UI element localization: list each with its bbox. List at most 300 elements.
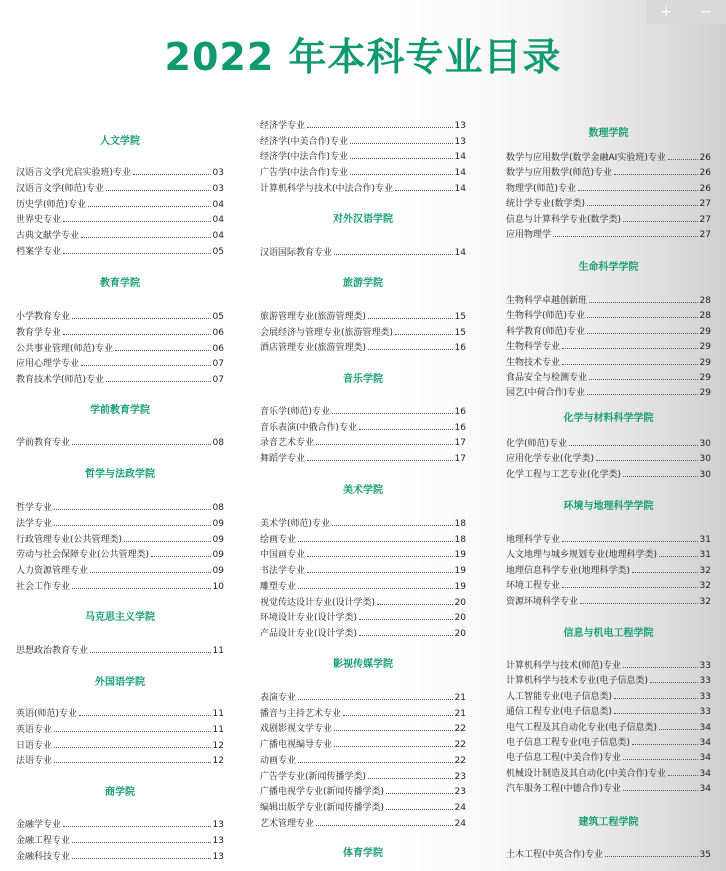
toc-entry[interactable] [506, 386, 711, 399]
toc-entry[interactable] [260, 691, 466, 704]
leader-dots [334, 722, 453, 731]
major-name: 计算机科学与技术专业(电子信息类) [506, 676, 649, 687]
zoom-out-icon[interactable]: − [700, 4, 712, 20]
leader-dots [63, 245, 211, 254]
leader-dots [623, 751, 698, 760]
major-name: 广告学(中法合作)专业 [260, 168, 349, 179]
leader-dots [368, 310, 453, 319]
toc-entry[interactable] [260, 326, 466, 339]
major-name: 哲学专业 [16, 503, 53, 513]
major-name: 美术学(师范)专业 [260, 519, 331, 529]
page-number: 34 [699, 722, 711, 733]
leader-dots [350, 166, 453, 175]
leader-dots [63, 213, 211, 222]
major-name: 经济学(中美合作)专业 [260, 136, 349, 147]
leader-dots [569, 437, 698, 446]
section-heading: 影视传媒学院 [333, 659, 393, 670]
toc-entry[interactable] [260, 341, 466, 354]
section-heading: 教育学院 [100, 278, 140, 289]
leader-dots [668, 767, 698, 776]
leader-dots [316, 817, 453, 826]
zoom-in-icon[interactable]: + [660, 4, 672, 20]
leader-dots [587, 386, 698, 395]
toc-entry[interactable] [506, 166, 711, 179]
page-number: 11 [212, 724, 224, 735]
leader-dots [106, 182, 211, 191]
page-number: 34 [699, 753, 711, 764]
major-name: 环境设计专业(设计学类) [260, 613, 358, 624]
page-number: 09 [212, 550, 224, 561]
leader-dots [562, 356, 698, 365]
toc-entry[interactable] [506, 548, 711, 561]
major-name: 物理学(师范)专业 [506, 183, 577, 194]
section-heading: 旅游学院 [343, 278, 383, 289]
toc-entry[interactable] [16, 166, 224, 179]
toc-entry[interactable] [506, 533, 711, 546]
toc-entry[interactable] [16, 182, 224, 195]
page-number: 30 [699, 469, 711, 480]
section-heading: 音乐学院 [343, 374, 383, 385]
toc-entry[interactable] [260, 119, 466, 132]
toc-entry[interactable] [260, 596, 466, 609]
page-number: 23 [454, 771, 466, 782]
toc-entry[interactable] [16, 229, 224, 242]
toc-entry[interactable] [506, 356, 711, 369]
section-heading: 环境与地理科学学院 [563, 501, 654, 512]
major-name: 资源环境科学专业 [506, 596, 579, 607]
page-number: 05 [212, 312, 224, 322]
leader-dots [298, 691, 453, 700]
major-name: 统计学专业(数学类) [506, 199, 586, 210]
major-name: 人力资源管理专业 [16, 566, 89, 577]
toc-entry[interactable] [16, 548, 224, 561]
section-heading: 外国语学院 [95, 677, 145, 688]
leader-dots [587, 309, 698, 318]
leader-dots [578, 182, 698, 191]
major-name: 应用心理学专业 [16, 359, 80, 370]
page-number: 24 [454, 802, 466, 813]
window-controls [646, 0, 726, 24]
toc-entry[interactable] [16, 357, 224, 370]
leader-dots [562, 579, 698, 588]
major-name: 音乐学(师范)专业 [260, 407, 331, 417]
page-number: 18 [454, 534, 466, 545]
major-name: 历史学(师范)专业 [16, 199, 87, 210]
page-number: 29 [699, 326, 711, 337]
leader-dots [307, 564, 453, 573]
page-number: 27 [699, 214, 711, 225]
section-heading: 数理学院 [588, 128, 629, 139]
toc-entry[interactable] [16, 564, 224, 577]
major-name: 世界史专业 [16, 215, 62, 226]
toc-entry[interactable] [506, 848, 711, 861]
toc-entry[interactable] [260, 310, 466, 323]
major-name: 视觉传达设计专业(设计学类) [260, 597, 376, 608]
leader-dots [395, 182, 453, 191]
major-name: 电子信息工程专业(电子信息类) [506, 738, 631, 748]
leader-dots [334, 738, 453, 747]
page-number: 05 [212, 247, 224, 257]
page-number: 26 [699, 168, 711, 179]
toc-entry[interactable] [506, 782, 711, 795]
section-heading: 人文学院 [100, 136, 140, 147]
major-name: 计算机科学与技术(师范)专业 [506, 661, 622, 671]
major-name: 法语专业 [16, 756, 53, 767]
page-number: 29 [699, 388, 711, 399]
leader-dots [623, 782, 698, 791]
toc-entry[interactable] [506, 371, 711, 384]
leader-dots [332, 405, 453, 414]
leader-dots [605, 848, 698, 857]
toc-entry[interactable] [260, 135, 466, 148]
major-name: 雕塑专业 [260, 581, 297, 592]
leader-dots [377, 596, 453, 605]
major-name: 地理科学专业 [506, 535, 561, 545]
leader-dots [668, 151, 698, 160]
major-name: 广播电视学专业(新闻传播学类) [260, 787, 385, 798]
major-name: 思想政治教育专业 [16, 646, 89, 656]
toc-entry[interactable] [260, 611, 466, 624]
toc-entry[interactable] [506, 767, 711, 780]
leader-dots [54, 754, 211, 763]
section-heading: 建筑工程学院 [578, 817, 639, 828]
toc-entry[interactable] [506, 294, 711, 307]
page-number: 27 [699, 199, 711, 210]
toc-entry[interactable] [16, 373, 224, 386]
leader-dots [81, 229, 211, 238]
page-number: 19 [454, 566, 466, 577]
toc-entry[interactable] [506, 751, 711, 764]
page-number: 13 [212, 851, 224, 862]
toc-entry[interactable] [16, 245, 224, 258]
leader-dots [151, 548, 211, 557]
leader-dots [368, 341, 453, 350]
leader-dots [54, 501, 211, 510]
page-number: 34 [699, 784, 711, 795]
major-name: 金融科技专业 [16, 851, 71, 862]
page-number: 09 [212, 534, 224, 545]
page-number: 30 [699, 439, 711, 449]
section-heading: 马克思主义学院 [85, 612, 155, 623]
leader-dots [614, 166, 698, 175]
leader-dots [359, 627, 453, 636]
page-number: 34 [699, 768, 711, 779]
toc-entry[interactable] [506, 659, 711, 672]
toc-entry[interactable] [260, 738, 466, 751]
leader-dots [395, 326, 453, 335]
page-number: 34 [699, 738, 711, 748]
major-name: 档案学专业 [16, 247, 62, 257]
major-name: 汽车服务工程(中德合作)专业 [506, 784, 622, 795]
toc-entry[interactable] [506, 705, 711, 718]
page-number: 15 [454, 312, 466, 322]
page-number: 07 [212, 375, 224, 386]
major-name: 机械设计制造及其自动化(中美合作)专业 [506, 768, 667, 779]
major-name: 酒店管理专业(旅游管理类) [260, 343, 367, 354]
toc-entry[interactable] [260, 517, 466, 530]
toc-entry[interactable] [260, 564, 466, 577]
toc-entry[interactable] [506, 579, 711, 592]
leader-dots [334, 246, 453, 255]
major-name: 汉语言文学(师范)专业 [16, 183, 105, 194]
page-number: 21 [454, 708, 466, 719]
leader-dots [298, 580, 453, 589]
page-number: 04 [212, 215, 224, 226]
page-number: 10 [212, 582, 224, 592]
page-number: 11 [212, 646, 224, 656]
toc-entry[interactable] [16, 198, 224, 211]
leader-dots [562, 533, 698, 542]
leader-dots [54, 739, 211, 748]
toc-entry[interactable] [16, 754, 224, 767]
leader-dots [623, 659, 698, 668]
page-number: 12 [212, 756, 224, 767]
toc-entry[interactable] [260, 785, 466, 798]
toc-entry[interactable] [260, 627, 466, 640]
page-number: 06 [212, 343, 224, 354]
toc-entry[interactable] [16, 517, 224, 530]
page-number: 15 [454, 327, 466, 338]
toc-entry[interactable] [506, 340, 711, 353]
leader-dots [368, 770, 453, 779]
major-name: 表演专业 [260, 693, 297, 703]
toc-entry[interactable] [260, 405, 466, 418]
major-name: 汉语国际教育专业 [260, 248, 333, 258]
leader-dots [81, 357, 211, 366]
major-name: 社会工作专业 [16, 582, 71, 592]
major-name: 计算机科学与技术(中法合作)专业 [260, 183, 394, 194]
page-number: 29 [699, 357, 711, 368]
toc-entry[interactable] [260, 246, 466, 259]
toc-entry[interactable] [506, 213, 711, 226]
major-name: 教育学专业 [16, 327, 62, 338]
leader-dots [90, 644, 211, 653]
major-name: 通信工程专业(电子信息类) [506, 707, 613, 718]
major-name: 英语专业 [16, 724, 53, 735]
toc-entry[interactable] [260, 548, 466, 561]
major-name: 广告学专业(新闻传播学类) [260, 771, 367, 782]
page-number: 16 [454, 343, 466, 354]
section-heading: 对外汉语学院 [333, 214, 393, 225]
leader-dots [332, 517, 453, 526]
toc-entry[interactable] [506, 564, 711, 577]
leader-dots [632, 564, 698, 573]
leader-dots [623, 213, 698, 222]
toc-entry[interactable] [260, 754, 466, 767]
major-name: 金融学专业 [16, 820, 62, 830]
page-number: 13 [454, 136, 466, 147]
major-name: 数学与应用数学(师范)专业 [506, 168, 613, 179]
page-number: 32 [699, 581, 711, 592]
major-name: 书法学专业 [260, 566, 306, 577]
toc-entry[interactable] [506, 151, 711, 164]
major-name: 生物科学专业 [506, 342, 561, 353]
major-name: 化学工程与工艺专业(化学类) [506, 469, 622, 480]
page-number: 17 [454, 454, 466, 465]
page-number: 08 [212, 438, 224, 448]
page-number: 20 [454, 613, 466, 624]
toc-entry[interactable] [260, 421, 466, 434]
leader-dots [659, 721, 698, 730]
toc-entry[interactable] [506, 674, 711, 687]
leader-dots [72, 310, 211, 319]
leader-dots [632, 736, 698, 745]
leader-dots [553, 228, 698, 237]
page-number: 03 [212, 183, 224, 194]
major-name: 产品设计专业(设计学类) [260, 628, 358, 639]
major-name: 法学专业 [16, 518, 53, 529]
leader-dots [350, 135, 453, 144]
major-name: 化学(师范)专业 [506, 439, 568, 449]
toc-entry[interactable] [506, 309, 711, 322]
leader-dots [614, 690, 698, 699]
toc-entry[interactable] [506, 452, 711, 465]
toc-entry[interactable] [260, 801, 466, 814]
toc-entry[interactable] [16, 310, 224, 323]
page-number: 29 [699, 373, 711, 383]
toc-entry[interactable] [16, 850, 224, 863]
major-name: 环境工程专业 [506, 581, 561, 592]
toc-entry[interactable] [506, 197, 711, 210]
leader-dots [133, 166, 211, 175]
toc-entry[interactable] [506, 690, 711, 703]
page-number: 07 [212, 359, 224, 370]
major-name: 艺术管理专业 [260, 818, 315, 829]
page-number: 04 [212, 231, 224, 242]
toc-entry[interactable] [16, 213, 224, 226]
major-name: 会展经济与管理专业(旅游管理类) [260, 327, 394, 338]
page-number: 16 [454, 422, 466, 433]
leader-dots [562, 340, 698, 349]
toc-entry[interactable] [16, 533, 224, 546]
page-number: 30 [699, 454, 711, 465]
page-number: 14 [454, 248, 466, 258]
leader-dots [307, 119, 453, 128]
major-name: 教育技术学(师范)专业 [16, 375, 105, 386]
leader-dots [343, 707, 453, 716]
toc-entry[interactable] [260, 166, 466, 179]
major-name: 电子信息工程(中美合作)专业 [506, 753, 622, 764]
section-heading: 生命科学学院 [578, 262, 639, 273]
toc-entry[interactable] [506, 182, 711, 195]
toc-entry[interactable] [260, 452, 466, 465]
leader-dots [63, 326, 211, 335]
major-name: 小学教育专业 [16, 312, 71, 322]
toc-entry[interactable] [16, 436, 224, 449]
leader-dots [88, 198, 211, 207]
major-name: 应用物理学 [506, 230, 552, 240]
leader-dots [316, 436, 453, 445]
toc-entry[interactable] [506, 721, 711, 734]
toc-entry[interactable] [506, 468, 711, 481]
toc-entry[interactable] [260, 707, 466, 720]
page-number: 17 [454, 438, 466, 449]
major-name: 电气工程及其自动化专业(电子信息类) [506, 722, 658, 733]
major-name: 汉语言文学(光启实验班)专业 [16, 168, 132, 178]
toc-entry[interactable] [260, 533, 466, 546]
major-name: 数学与应用数学(数学金融AI实验班)专业 [506, 153, 666, 163]
leader-dots [298, 533, 453, 542]
page-number: 31 [699, 550, 711, 561]
section-heading: 美术学院 [343, 485, 383, 496]
toc-entry[interactable] [506, 228, 711, 241]
section-heading: 信息与机电工程学院 [563, 628, 654, 639]
page-number: 31 [699, 535, 711, 545]
page-number: 33 [699, 676, 711, 687]
section-heading: 哲学与法政学院 [85, 469, 155, 480]
toc-entry[interactable] [16, 818, 224, 831]
toc-entry[interactable] [16, 501, 224, 514]
page-number: 28 [699, 296, 711, 306]
leader-dots [63, 818, 211, 827]
leader-dots [614, 705, 698, 714]
toc-entry[interactable] [16, 723, 224, 736]
page-number: 19 [454, 550, 466, 561]
toc-entry[interactable] [16, 834, 224, 847]
page-number: 19 [454, 581, 466, 592]
toc-entry[interactable] [260, 436, 466, 449]
toc-entry[interactable] [506, 595, 711, 608]
leader-dots [90, 564, 211, 573]
toc-entry[interactable] [16, 342, 224, 355]
page-number: 32 [699, 596, 711, 607]
leader-dots [124, 533, 211, 542]
toc-entry[interactable] [16, 707, 224, 720]
major-name: 舞蹈学专业 [260, 454, 306, 465]
toc-entry[interactable] [260, 770, 466, 783]
toc-entry[interactable] [260, 150, 466, 163]
page-number: 14 [454, 183, 466, 194]
toc-entry[interactable] [16, 644, 224, 657]
leader-dots [589, 294, 698, 303]
page-number: 18 [454, 519, 466, 529]
major-name: 生物技术专业 [506, 357, 561, 368]
leader-dots [72, 850, 211, 859]
toc-entry[interactable] [260, 817, 466, 830]
page-number: 32 [699, 565, 711, 576]
major-name: 中国画专业 [260, 550, 306, 561]
leader-dots [115, 342, 211, 351]
toc-entry[interactable] [506, 736, 711, 749]
toc-entry[interactable] [506, 325, 711, 338]
page-number: 09 [212, 518, 224, 529]
page-number: 20 [454, 597, 466, 608]
page-number: 22 [454, 755, 466, 766]
section-heading: 商学院 [105, 787, 135, 798]
major-name: 地理信息科学专业(地理科学类) [506, 565, 631, 576]
page-number: 26 [699, 153, 711, 163]
page-number: 33 [699, 691, 711, 702]
toc-entry[interactable] [16, 739, 224, 752]
major-name: 播音与主持艺术专业 [260, 708, 342, 719]
toc-entry[interactable] [260, 182, 466, 195]
major-name: 绘画专业 [260, 534, 297, 545]
major-name: 金融工程专业 [16, 835, 71, 846]
leader-dots [659, 548, 698, 557]
page-number: 04 [212, 199, 224, 210]
toc-entry[interactable] [260, 722, 466, 735]
major-name: 古典文献学专业 [16, 231, 80, 242]
toc-entry[interactable] [260, 580, 466, 593]
major-name: 学前教育专业 [16, 438, 71, 448]
page-number: 23 [454, 787, 466, 798]
page-number: 13 [212, 835, 224, 846]
toc-entry[interactable] [16, 580, 224, 593]
page-number: 06 [212, 327, 224, 338]
page-number: 21 [454, 693, 466, 703]
toc-entry[interactable] [506, 437, 711, 450]
toc-entry[interactable] [16, 326, 224, 339]
